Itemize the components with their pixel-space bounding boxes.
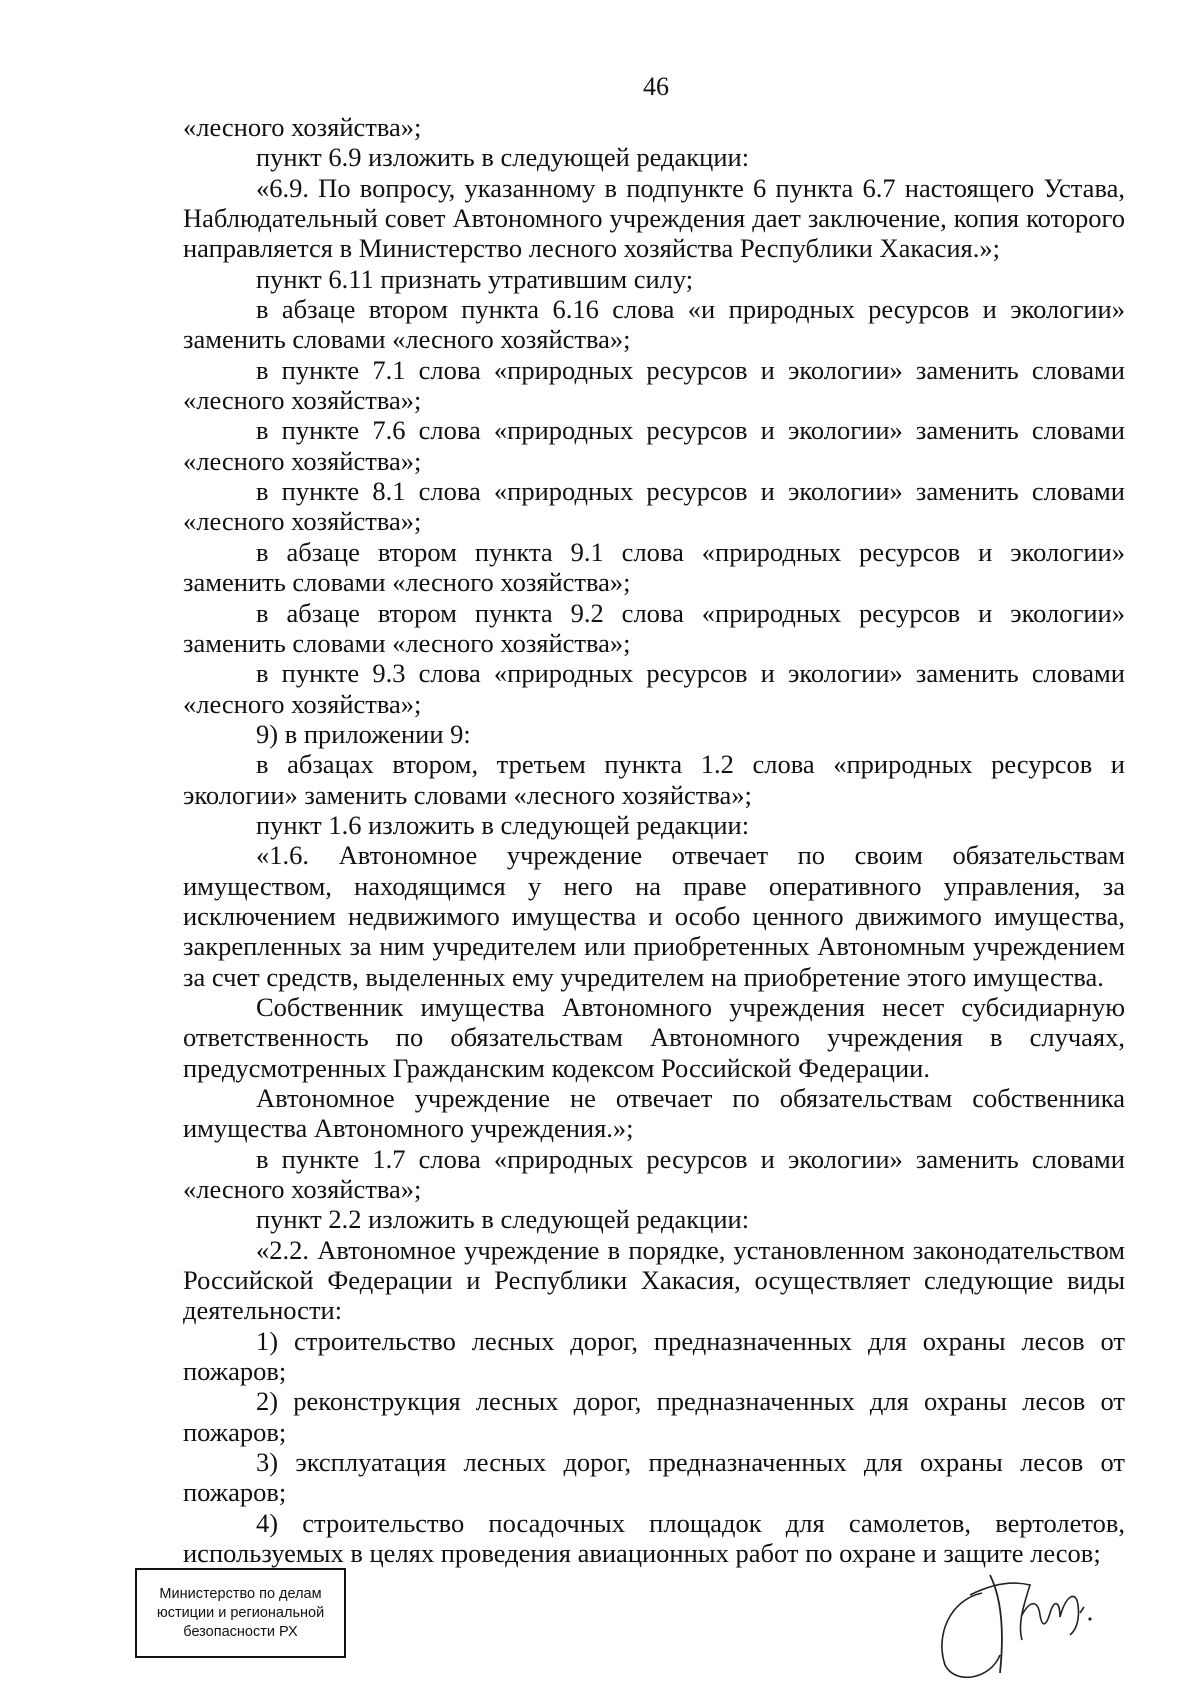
stamp-line: Министерство по делам	[159, 1585, 322, 1602]
paragraph: в пункте 9.3 слова «природных ресурсов и экологии» заменить словами «лесного хозяйства»;	[183, 658, 1125, 719]
paragraph: в абзаце втором пункта 9.1 слова «природных ресурсов и экологии» заменить словами «лесного хозяйства»;	[183, 536, 1125, 598]
paragraph: «6.9. По вопросу, указанному в подпункте 6 пункта 6.7 настоящего Устава, Наблюдательный совет Автономного учреждения дает заключение, копия которого направляется в Министерство лесного хозяйства Республики Хакасия.»;	[183, 172, 1125, 264]
paragraph: в пункте 1.7 слова «природных ресурсов и экологии» заменить словами «лесного хозяйства»;	[183, 1143, 1125, 1205]
paragraph: пункт 6.9 изложить в следующей редакции:	[256, 142, 750, 173]
paragraph: пункт 1.6 изложить в следующей редакции:	[256, 809, 750, 840]
paragraph: в абзацах втором, третьем пункта 1.2 слова «природных ресурсов и экологии» заменить словами «лесного хозяйства»;	[183, 749, 1125, 810]
paragraph: в абзаце втором пункта 6.16 слова «и природных ресурсов и экологии» заменить словами «лесного хозяйства»;	[183, 294, 1125, 355]
document-body	[183, 112, 1125, 1569]
paragraph: 1) строительство лесных дорог, предназначенных для охраны лесов от пожаров;	[183, 1325, 1125, 1387]
paragraph: в абзаце втором пункта 9.2 слова «природных ресурсов и экологии» заменить словами «лесного хозяйства»;	[183, 597, 1125, 658]
paragraph: 3) эксплуатация лесных дорог, предназначенных для охраны лесов от пожаров;	[183, 1447, 1125, 1508]
stamp-line: безопасности РХ	[183, 1623, 298, 1640]
paragraph: в пункте 8.1 слова «природных ресурсов и экологии» заменить словами «лесного хозяйства»;	[183, 476, 1125, 537]
paragraph: пункт 2.2 изложить в следующей редакции:	[256, 1204, 750, 1235]
handwritten-signature	[930, 1555, 1130, 1695]
paragraph: Автономное учреждение не отвечает по обязательствам собственника имущества Автономного учреждения.»;	[183, 1083, 1125, 1144]
paragraph: 2) реконструкция лесных дорог, предназначенных для охраны лесов от пожаров;	[183, 1386, 1125, 1447]
paragraph: «1.6. Автономное учреждение отвечает по своим обязательствам имуществом, находящимся у него на праве оперативного управления, за исключением недвижимого имущества и особо ценного движимого имущества, закрепленных за ним учредителем или приобретенных Автономным учреждением за счет средств, выделенных ему учредителем на приобретение этого имущества.	[183, 840, 1125, 992]
paragraph: Собственник имущества Автономного учреждения несет субсидиарную ответственность по обязательствам Автономного учреждения в случаях, предусмотренных Гражданским кодексом Российской Федерации.	[183, 991, 1125, 1083]
stamp-line: юстиции и региональной	[156, 1604, 325, 1621]
paragraph: 4) строительство посадочных площадок для самолетов, вертолетов, используемых в целях проведения авиационных работ по охране и защите лесов;	[183, 1507, 1125, 1569]
paragraph: «лесного хозяйства»;	[183, 112, 422, 142]
ministry-stamp	[135, 1568, 346, 1658]
paragraph: «2.2. Автономное учреждение в порядке, установленном законодательством Российской Федерации и Республики Хакасия, осуществляет следующие виды деятельности:	[183, 1234, 1125, 1326]
paragraph: пункт 6.11 признать утратившим силу;	[256, 263, 694, 294]
paragraph: 9) в приложении 9:	[256, 718, 471, 749]
page-number: 46	[643, 72, 669, 101]
paragraph: в пункте 7.6 слова «природных ресурсов и экологии» заменить словами «лесного хозяйства»;	[183, 415, 1125, 476]
paragraph: в пункте 7.1 слова «природных ресурсов и экологии» заменить словами «лесного хозяйства»;	[183, 354, 1125, 416]
